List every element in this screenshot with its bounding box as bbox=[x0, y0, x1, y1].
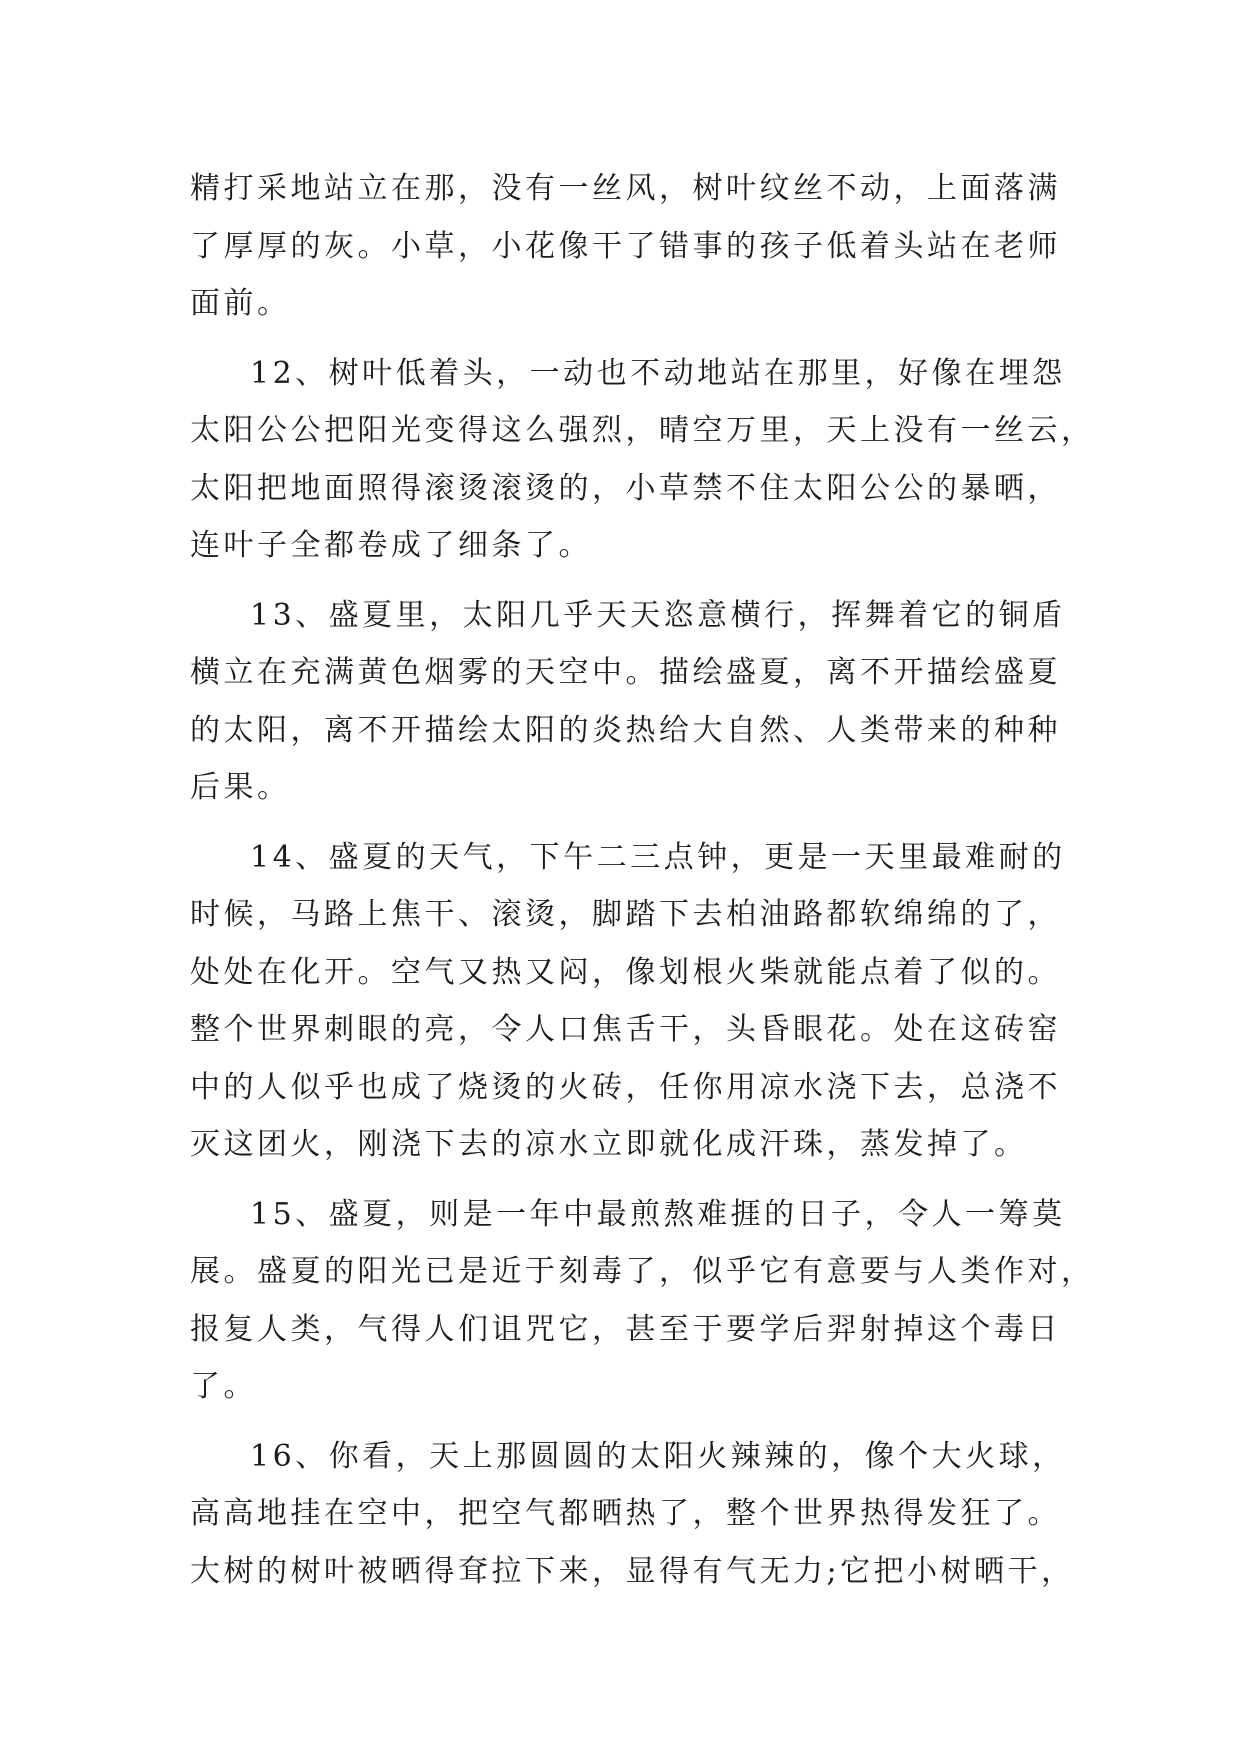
text-line: 12、树叶低着头，一动也不动地站在那里，好像在埋怨 bbox=[250, 355, 1066, 391]
text-line: 整个世界刺眼的亮，令人口焦舌干，头昏眼花。处在这砖窑 bbox=[190, 1012, 1061, 1047]
paragraph-13 bbox=[190, 587, 1070, 817]
paragraph-15 bbox=[190, 1186, 1095, 1416]
text-line: 横立在充满黄色烟雾的天空中。描绘盛夏，离不开描绘盛夏 bbox=[190, 655, 1061, 690]
paragraph-12 bbox=[190, 345, 1095, 575]
document-body bbox=[190, 160, 1095, 1600]
text-line: 太阳公公把阳光变得这么强烈，晴空万里，天上没有一丝云， bbox=[190, 413, 1095, 448]
text-line: 16、你看，天上那圆圆的太阳火辣辣的，像个大火球， bbox=[250, 1438, 1066, 1474]
text-line: 中的人似乎也成了烧烫的火砖，任你用凉水浇下去，总浇不 bbox=[190, 1069, 1061, 1105]
text-line: 灭这团火，刚浇下去的凉水立即就化成汗珠，蒸发掉了。 bbox=[190, 1127, 1028, 1162]
text-line: 时候，马路上焦干、滚烫，脚踏下去柏油路都软绵绵的了， bbox=[190, 897, 1061, 932]
text-line: 15、盛夏，则是一年中最煎熬难捱的日子，令人一筹莫 bbox=[250, 1196, 1066, 1232]
text-line: 14、盛夏的天气，下午二三点钟，更是一天里最难耐的 bbox=[250, 839, 1066, 875]
text-line: 连叶子全都卷成了细条了。 bbox=[190, 528, 592, 563]
paragraph-14 bbox=[190, 829, 1070, 1174]
text-line: 处处在化开。空气又热又闷，像划根火柴就能点着了似的。 bbox=[190, 954, 1061, 990]
paragraph-16 bbox=[190, 1428, 1075, 1601]
text-line: 大树的树叶被晒得耷拉下来，显得有气无力;它把小树晒干， bbox=[190, 1553, 1075, 1589]
text-line: 了厚厚的灰。小草，小花像干了错事的孩子低着头站在老师 bbox=[190, 228, 1061, 264]
text-line: 精打采地站立在那，没有一丝风，树叶纹丝不动，上面落满 bbox=[190, 171, 1061, 206]
text-line: 了。 bbox=[190, 1369, 257, 1404]
text-line: 报复人类，气得人们诅咒它，甚至于要学后羿射掉这个毒日 bbox=[190, 1311, 1061, 1347]
text-line: 高高地挂在空中，把空气都晒热了，整个世界热得发狂了。 bbox=[190, 1496, 1061, 1531]
text-line: 展。盛夏的阳光已是近于刻毒了，似乎它有意要与人类作对， bbox=[190, 1254, 1095, 1289]
text-line: 太阳把地面照得滚烫滚烫的，小草禁不住太阳公公的暴晒， bbox=[190, 470, 1061, 506]
paragraph-continuation bbox=[190, 160, 1070, 333]
text-line: 后果。 bbox=[190, 770, 291, 805]
text-line: 面前。 bbox=[190, 286, 291, 321]
text-line: 的太阳，离不开描绘太阳的炎热给大自然、人类带来的种种 bbox=[190, 712, 1061, 748]
text-line: 13、盛夏里，太阳几乎天天恣意横行，挥舞着它的铜盾 bbox=[250, 597, 1066, 633]
